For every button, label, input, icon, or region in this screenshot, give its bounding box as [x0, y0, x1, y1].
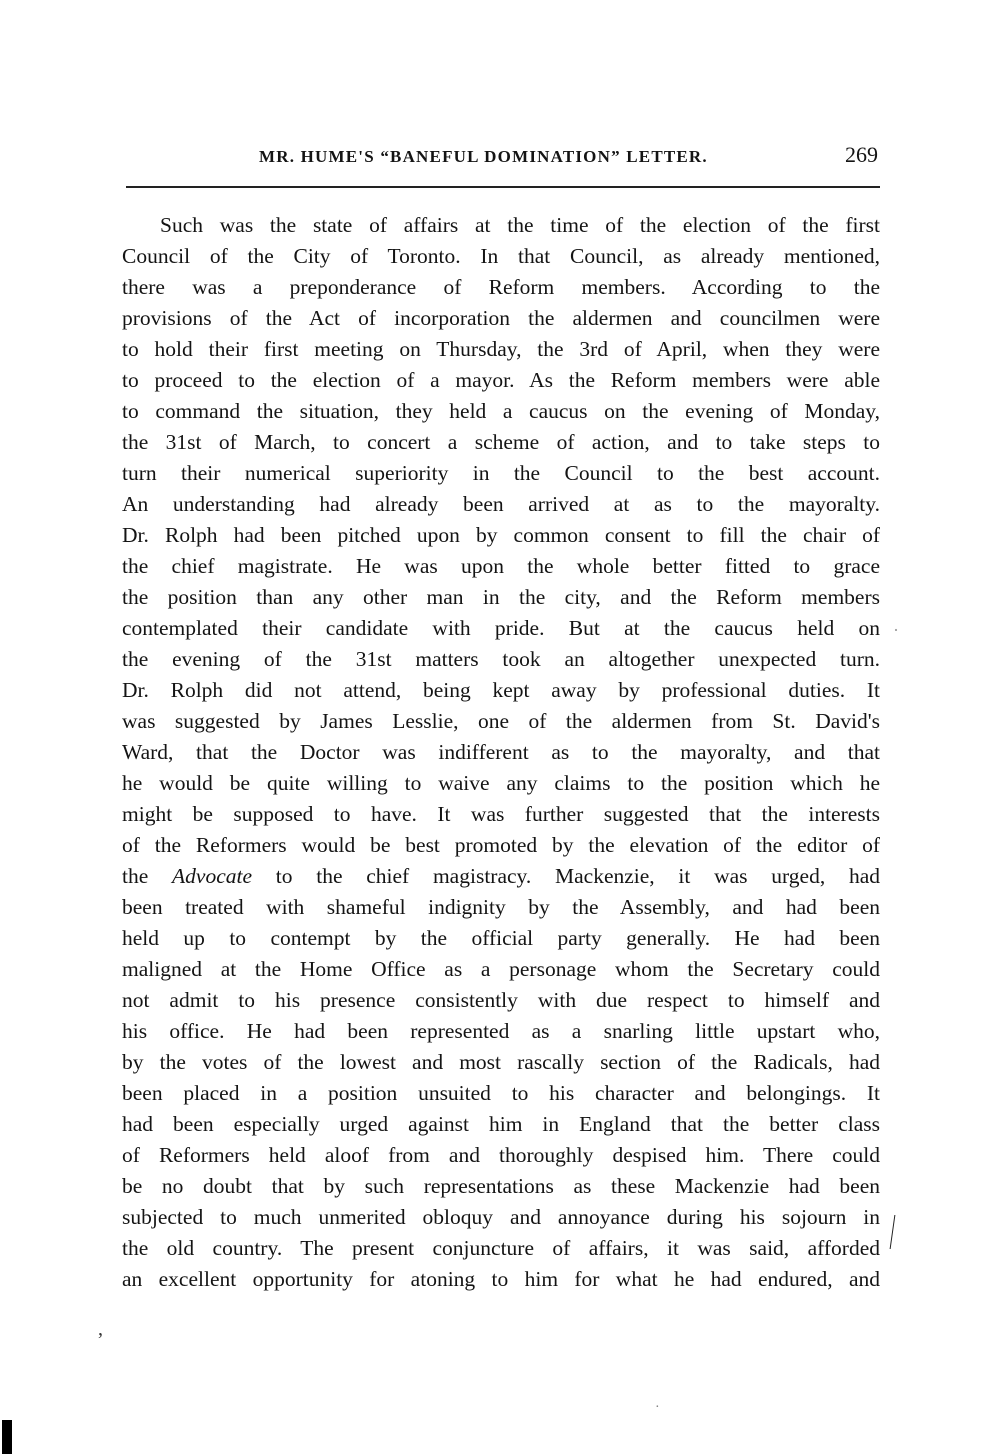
text-line: Dr. Rolph had been pitched upon by common consent to fill the chair of: [122, 523, 880, 547]
text-line: to proceed to the election of a mayor. As the Reform members were able: [122, 368, 880, 392]
italic-title-advocate: Advocate: [172, 864, 253, 888]
text-line: Dr. Rolph did not attend, being kept away by professional duties. It: [122, 678, 880, 702]
text-line: maligned at the Home Office as a personage whom the Secretary could: [122, 957, 880, 981]
scan-speck: ·: [655, 1400, 660, 1415]
scan-edge-mark: [2, 1420, 12, 1454]
text-line: was suggested by James Lesslie, one of the aldermen from St. David's: [122, 709, 880, 733]
running-title: MR. HUME'S “BANEFUL DOMINATION” LETTER.: [259, 147, 708, 166]
text-line: by the votes of the lowest and most rascally section of the Radicals, had: [122, 1050, 880, 1074]
text-line: the chief magistrate. He was upon the whole better fitted to grace: [122, 554, 880, 578]
text-line: subjected to much unmerited obloquy and annoyance during his sojourn in: [122, 1205, 880, 1229]
text-line: of the Reformers would be best promoted by the elevation of the editor of: [122, 833, 880, 857]
text-line: be no doubt that by such representations as these Mackenzie had been: [122, 1174, 880, 1198]
text-line: his office. He had been represented as a snarling little upstart who,: [122, 1019, 880, 1043]
handwritten-bracket-mark: [882, 1215, 896, 1249]
text-line: held up to contempt by the official party generally. He had been: [122, 926, 880, 950]
text-line: been placed in a position unsuited to his character and belongings. It: [122, 1081, 880, 1105]
text-fragment: to the chief magistracy. Mackenzie, it was urged, had: [275, 864, 880, 888]
text-line: an excellent opportunity for atoning to him for what he had endured, and: [122, 1267, 880, 1291]
text-line: the position than any other man in the city, and the Reform members: [122, 585, 880, 609]
text-line: to hold their first meeting on Thursday, the 3rd of April, when they were: [122, 337, 880, 361]
text-line: he would be quite willing to waive any claims to the position which he: [122, 771, 880, 795]
text-line: the 31st of March, to concert a scheme of action, and to take steps to: [122, 430, 880, 454]
text-line: the evening of the 31st matters took an altogether unexpected turn.: [122, 647, 880, 671]
text-line: had been especially urged against him in England that the better class: [122, 1112, 880, 1136]
text-line: An understanding had already been arrived at as to the mayoralty.: [122, 492, 880, 516]
text-line: of Reformers held aloof from and thoroughly despised him. There could: [122, 1143, 880, 1167]
body-paragraph: [122, 210, 880, 1295]
scan-speck: ·: [893, 620, 899, 640]
text-line: might be supposed to have. It was further suggested that the interests: [122, 802, 880, 826]
header-rule: [126, 186, 880, 188]
text-line: Council of the City of Toronto. In that Council, as already mentioned,: [122, 244, 880, 268]
text-line: Such was the state of affairs at the time of the election of the first: [160, 213, 880, 237]
text-line: been treated with shameful indignity by the Assembly, and had been: [122, 895, 880, 919]
scan-speck: ,: [98, 1318, 103, 1340]
text-line: there was a preponderance of Reform members. According to the: [122, 275, 880, 299]
text-line: the old country. The present conjuncture of affairs, it was said, afforded: [122, 1236, 880, 1260]
text-line: provisions of the Act of incorporation the aldermen and councilmen were: [122, 306, 880, 330]
running-head: [124, 139, 884, 169]
page-number: 269: [845, 142, 878, 167]
text-line: not admit to his presence consistently with due respect to himself and: [122, 988, 880, 1012]
text-line: contemplated their candidate with pride. But at the caucus held on: [122, 616, 880, 640]
text-fragment: the: [122, 864, 149, 888]
text-line: turn their numerical superiority in the Council to the best account.: [122, 461, 880, 485]
text-line: to command the situation, they held a caucus on the evening of Monday,: [122, 399, 880, 423]
text-line: Ward, that the Doctor was indifferent as to the mayoralty, and that: [122, 740, 880, 764]
text-line-with-italic: [122, 861, 880, 892]
